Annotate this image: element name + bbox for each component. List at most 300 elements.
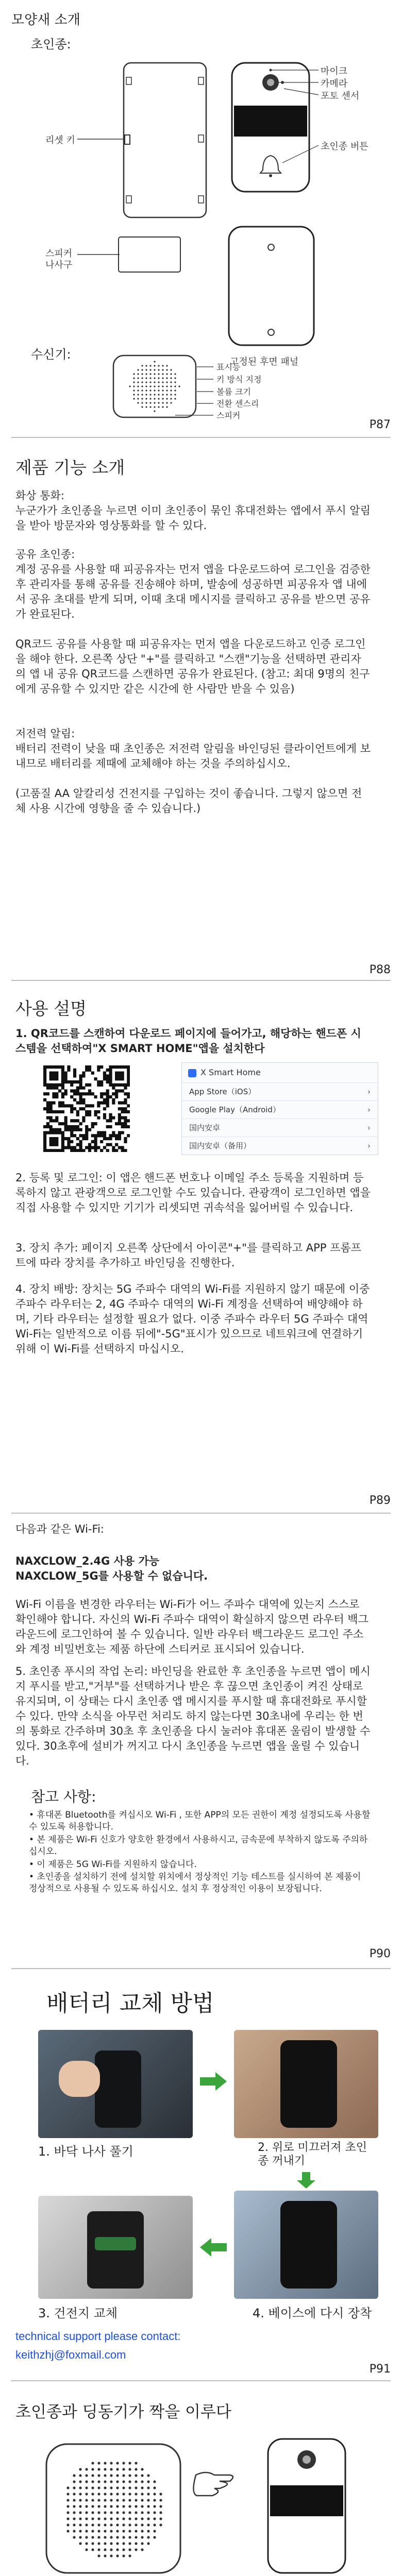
- qr-module: [79, 1098, 82, 1101]
- qr-module: [61, 1080, 64, 1083]
- speaker-dot: [135, 2517, 137, 2520]
- speaker-dot: [141, 2480, 143, 2483]
- qr-module: [79, 1122, 82, 1125]
- speaker-dot: [116, 2480, 119, 2483]
- speaker-dot: [147, 2517, 149, 2520]
- qr-module: [97, 1134, 100, 1137]
- speaker-dot: [116, 2462, 119, 2464]
- speaker-dot: [149, 377, 151, 379]
- qr-module: [100, 1092, 103, 1095]
- speaker-dot: [147, 2542, 149, 2545]
- qr-module: [115, 1074, 118, 1077]
- qr-module: [85, 1131, 88, 1134]
- speaker-dot: [104, 2548, 106, 2551]
- qr-module: [55, 1110, 58, 1113]
- qr-module: [46, 1092, 49, 1095]
- speaker-dot: [104, 2480, 106, 2483]
- speaker-dot: [141, 2474, 143, 2477]
- qr-module: [106, 1149, 109, 1152]
- speaker-dot: [154, 373, 155, 375]
- qr-module: [94, 1137, 97, 1140]
- qr-module: [64, 1122, 68, 1125]
- qr-module: [64, 1072, 68, 1075]
- qr-module: [76, 1087, 79, 1090]
- qr-module: [76, 1137, 79, 1140]
- photo-step-2: [234, 2030, 378, 2138]
- share-text-a: 계정 공유를 사용할 때 피공유자는 먼저 앱을 다운로드하여 로그인을 검증한 후 관리자를 통해 공유를 진송해야 하며, 발송에 성공하면 피공유자 앱 내에서 공유 초대를 받게 되며, 이때 초대 메시지를 클릭하고 공유를 받으면 공유가 완료된다.: [15, 563, 371, 620]
- qr-module: [73, 1107, 76, 1110]
- speaker-dot: [73, 2511, 75, 2514]
- speaker-dot: [153, 2493, 156, 2495]
- speaker-dot: [91, 2536, 94, 2538]
- speaker-dot: [66, 2523, 69, 2526]
- qr-module: [109, 1113, 112, 1116]
- page-p88: [0, 438, 402, 976]
- speaker-dot: [116, 2505, 119, 2507]
- speaker-dot: [145, 369, 147, 370]
- callout-mic: 마이크: [321, 66, 348, 77]
- qr-module: [70, 1134, 73, 1137]
- wifi-intro: 다음과 같은 Wi-Fi:: [15, 1523, 104, 1535]
- speaker-dot: [158, 385, 159, 387]
- wifi-change: Wi-Fi 이름을 변경한 라우터는 Wi-Fi가 어느 주파수 대역에 있는지 스스로 확인해야 합니다. 자신의 Wi-Fi 주파수 대역이 확실하지 않으면 라우터 백그라운드에 로그인하여 볼 수 있습니다. 일반 라우터 백그라운드 로그인 주소와 계정 비밀번호는 제품 하단에 스티커로 표시되어 있습니다.: [15, 1598, 368, 1655]
- qr-module: [124, 1137, 127, 1140]
- qr-module: [127, 1080, 130, 1083]
- qr-module: [106, 1143, 109, 1146]
- speaker-dot: [128, 2474, 131, 2477]
- speaker-dot: [79, 2480, 81, 2483]
- step-1-text: 1. QR코드를 스캔하여 다운로드 페이지에 들어가고, 해당하는 핸드폰 시스템을 선택하여: [15, 1027, 361, 1055]
- qr-module: [103, 1107, 106, 1110]
- qr-module: [58, 1131, 61, 1134]
- video-call-title: 화상 통화:: [15, 489, 64, 502]
- chevron-right-icon: ›: [367, 1105, 371, 1114]
- qr-module: [52, 1092, 55, 1095]
- qr-module: [55, 1119, 58, 1122]
- speaker-dot: [147, 2486, 149, 2489]
- speaker-dot: [166, 373, 167, 375]
- speaker-dot: [91, 2462, 94, 2464]
- qr-module: [64, 1080, 68, 1083]
- speaker-dot: [122, 2523, 125, 2526]
- qr-module: [82, 1098, 85, 1101]
- qr-module: [118, 1131, 121, 1134]
- qr-module: [52, 1110, 55, 1113]
- video-call-text: 누군가가 초인종을 누르면 이미 초인종이 묶인 휴대전화는 앱에서 푸시 알림을 받아 방문자와 영상통화를 할 수 있다.: [15, 504, 371, 532]
- speaker-dot: [141, 2536, 143, 2538]
- speaker-dot: [116, 2486, 119, 2489]
- qr-module: [43, 1077, 46, 1080]
- page-p90: [0, 1510, 402, 1963]
- qr-module: [115, 1137, 118, 1140]
- app-row-cn-backup[interactable]: 国内安卓（备用） ›: [182, 1137, 378, 1155]
- speaker-dot: [154, 361, 155, 362]
- qr-module: [103, 1074, 106, 1077]
- qr-module: [97, 1101, 100, 1105]
- qr-module: [97, 1116, 100, 1119]
- qr-module: [49, 1107, 53, 1110]
- qr-module: [79, 1134, 82, 1137]
- speaker-dot: [145, 385, 147, 387]
- page-p92: [0, 2382, 402, 2576]
- speaker-dot: [104, 2499, 106, 2501]
- qr-module: [106, 1125, 109, 1128]
- qr-module: [61, 1072, 64, 1075]
- speaker-dot: [110, 2505, 112, 2507]
- speaker-dot: [158, 389, 159, 391]
- speaker-dot: [133, 373, 135, 375]
- speaker-dot: [133, 394, 135, 395]
- speaker-dot: [141, 2493, 143, 2495]
- speaker-dot: [128, 2486, 131, 2489]
- speaker-dot: [149, 398, 151, 399]
- qr-module: [109, 1065, 112, 1069]
- qr-module: [58, 1104, 61, 1107]
- qr-module: [61, 1149, 64, 1152]
- qr-module: [49, 1065, 53, 1069]
- qr-module: [79, 1101, 82, 1105]
- qr-module: [106, 1069, 109, 1072]
- speaker-dot: [147, 2511, 149, 2514]
- qr-module: [61, 1131, 64, 1134]
- qr-module: [73, 1074, 76, 1077]
- qr-module: [109, 1074, 112, 1077]
- speaker-dot: [147, 2474, 149, 2477]
- speaker-dot: [141, 2548, 143, 2551]
- qr-module: [109, 1125, 112, 1128]
- speaker-dot: [147, 2530, 149, 2532]
- qr-module: [70, 1149, 73, 1152]
- qr-module: [121, 1146, 124, 1149]
- qr-module: [109, 1077, 112, 1080]
- qr-module: [97, 1069, 100, 1072]
- qr-module: [91, 1072, 94, 1075]
- qr-module: [127, 1065, 130, 1069]
- section-title: 초인종과 딩동기가 짝을 이루다: [15, 2403, 231, 2421]
- qr-module: [73, 1092, 76, 1095]
- page-number: P88: [369, 963, 391, 976]
- qr-module: [64, 1137, 68, 1140]
- qr-module: [49, 1083, 53, 1087]
- speaker-dot: [97, 2554, 100, 2557]
- qr-module: [55, 1087, 58, 1090]
- qr-module: [52, 1072, 55, 1075]
- speaker-dot: [128, 2530, 131, 2532]
- qr-module: [58, 1065, 61, 1069]
- qr-module: [64, 1089, 68, 1092]
- qr-module: [118, 1146, 121, 1149]
- speaker-dot: [73, 2480, 75, 2483]
- speaker-dot: [162, 381, 163, 383]
- speaker-dot: [110, 2530, 112, 2532]
- app-row-cn[interactable]: 国内安卓 ›: [182, 1118, 378, 1137]
- speaker-dot: [141, 2523, 143, 2526]
- speaker-dot: [73, 2474, 75, 2477]
- speaker-dot: [116, 2542, 119, 2545]
- qr-module: [61, 1065, 64, 1069]
- page-number: P91: [369, 2363, 391, 2376]
- qr-module: [124, 1087, 127, 1090]
- speaker-dot: [110, 2511, 112, 2514]
- speaker-dot: [79, 2517, 81, 2520]
- speaker-dot: [85, 2480, 88, 2483]
- speaker-dot: [91, 2474, 94, 2477]
- qr-module: [70, 1140, 73, 1143]
- app-download-card: [181, 1062, 378, 1155]
- speaker-dot: [91, 2468, 94, 2470]
- qr-module: [121, 1083, 124, 1087]
- qr-module: [127, 1125, 130, 1128]
- qr-module: [46, 1125, 49, 1128]
- qr-module: [100, 1101, 103, 1105]
- speaker-dot: [158, 377, 159, 379]
- speaker-dot: [141, 365, 143, 366]
- qr-module: [115, 1092, 118, 1095]
- qr-module: [121, 1110, 124, 1113]
- qr-module: [52, 1065, 55, 1069]
- speaker-dot: [135, 2530, 137, 2532]
- qr-module: [61, 1083, 64, 1087]
- qr-module: [85, 1128, 88, 1131]
- speaker-dot: [141, 377, 143, 379]
- qr-module: [94, 1113, 97, 1116]
- qr-module: [103, 1072, 106, 1075]
- qr-module: [100, 1080, 103, 1083]
- speaker-dot: [137, 373, 139, 375]
- qr-module: [100, 1149, 103, 1152]
- speaker-dot: [122, 2542, 125, 2545]
- qr-module: [49, 1074, 53, 1077]
- speaker-dot: [73, 2530, 75, 2532]
- speaker-dot: [153, 2517, 156, 2520]
- speaker-dot: [162, 389, 163, 391]
- qr-module: [61, 1092, 64, 1095]
- qr-module: [82, 1116, 85, 1119]
- qr-module: [55, 1140, 58, 1143]
- qr-module: [106, 1077, 109, 1080]
- app-logo-icon: [188, 1069, 196, 1077]
- note-3: • 초인종을 설치하기 전에 설치할 위치에서 정상적인 기능 테스트를 실시하여 본 제품이 정상적으로 사용될 수 있도록 하십시오. 설치 후 정상적인 이용이 보장됩니다.: [29, 1872, 361, 1894]
- step-caption-1: 1. 바닥 나사 풀기: [38, 2144, 133, 2159]
- speaker-dot: [141, 373, 143, 375]
- qr-module: [82, 1074, 85, 1077]
- speaker-dot: [104, 2493, 106, 2495]
- qr-module: [43, 1137, 46, 1140]
- speaker-dot: [79, 2523, 81, 2526]
- receiver-callout-1: 키 방식 지정: [216, 375, 262, 384]
- qr-module: [52, 1087, 55, 1090]
- qr-module: [82, 1101, 85, 1105]
- speaker-dot: [149, 402, 151, 403]
- qr-module: [58, 1149, 61, 1152]
- qr-module: [73, 1080, 76, 1083]
- qr-module: [103, 1092, 106, 1095]
- support-email-link[interactable]: keithzhj@foxmail.com: [15, 2348, 126, 2361]
- qr-module: [70, 1107, 73, 1110]
- receiver-callout-4: 스피커: [216, 411, 241, 420]
- qr-module: [70, 1080, 73, 1083]
- speaker-dot: [141, 2542, 143, 2545]
- speaker-dot: [149, 381, 151, 383]
- speaker-dot: [158, 381, 159, 383]
- chevron-right-icon: ›: [367, 1123, 371, 1132]
- speaker-dot: [135, 2511, 137, 2514]
- qr-module: [70, 1110, 73, 1113]
- qr-module: [52, 1137, 55, 1140]
- qr-module: [121, 1131, 124, 1134]
- qr-module: [103, 1116, 106, 1119]
- qr-module: [112, 1131, 115, 1134]
- speaker-dot: [170, 389, 172, 391]
- pairing-diagram: [0, 2434, 402, 2576]
- qr-module: [124, 1092, 127, 1095]
- speaker-dot: [73, 2505, 75, 2507]
- qr-module: [94, 1110, 97, 1113]
- section-title: 배터리 교체 방법: [46, 1990, 214, 2016]
- qr-module: [85, 1092, 88, 1095]
- qr-module: [118, 1119, 121, 1122]
- qr-module: [106, 1095, 109, 1098]
- speaker-dot: [97, 2523, 100, 2526]
- speaker-dot: [110, 2468, 112, 2470]
- qr-module: [103, 1131, 106, 1134]
- qr-module: [109, 1072, 112, 1075]
- speaker-dot: [135, 2548, 137, 2551]
- qr-module: [103, 1101, 106, 1105]
- speaker-dot: [116, 2474, 119, 2477]
- speaker-dot: [154, 406, 155, 408]
- qr-module: [121, 1077, 124, 1080]
- qr-module: [61, 1146, 64, 1149]
- speaker-dot: [170, 373, 172, 375]
- speaker-dot: [129, 385, 130, 387]
- speaker-dot: [159, 2505, 162, 2507]
- speaker-dot: [97, 2468, 100, 2470]
- speaker-dot: [128, 2480, 131, 2483]
- note-2: • 이 제품은 5G Wi-Fi를 지원하지 않습니다.: [29, 1859, 197, 1870]
- qr-module: [88, 1069, 91, 1072]
- qr-module: [67, 1069, 70, 1072]
- speaker-dot: [79, 2499, 81, 2501]
- qr-module: [112, 1149, 115, 1152]
- qr-module: [127, 1074, 130, 1077]
- qr-module: [55, 1083, 58, 1087]
- qr-module: [49, 1140, 53, 1143]
- qr-module: [115, 1095, 118, 1098]
- qr-module: [52, 1131, 55, 1134]
- note-1: • 본 제품은 Wi-Fi 신호가 양호한 환경에서 사용하시고, 금속문에 부착하지 않도록 주의하십시오.: [29, 1835, 368, 1857]
- speaker-dot: [162, 369, 163, 370]
- page-title: 모양새 소개: [11, 12, 80, 28]
- speaker-dot: [97, 2505, 100, 2507]
- qr-module: [91, 1092, 94, 1095]
- speaker-dot: [141, 406, 143, 408]
- doorbell-front-plate: [124, 63, 206, 217]
- speaker-dot: [110, 2554, 112, 2557]
- qr-module: [82, 1134, 85, 1137]
- qr-module: [70, 1104, 73, 1107]
- qr-module: [106, 1098, 109, 1101]
- speaker-dot: [174, 398, 176, 399]
- speaker-dot: [137, 402, 139, 403]
- qr-module: [100, 1095, 103, 1098]
- qr-module: [46, 1149, 49, 1152]
- speaker-dot: [154, 410, 155, 412]
- speaker-dot: [128, 2505, 131, 2507]
- qr-module: [61, 1104, 64, 1107]
- app-row-ios[interactable]: App Store（iOS） ›: [182, 1082, 378, 1100]
- qr-module: [127, 1104, 130, 1107]
- qr-module: [76, 1125, 79, 1128]
- qr-module: [46, 1083, 49, 1087]
- qr-module: [88, 1143, 91, 1146]
- speaker-dot: [122, 2536, 125, 2538]
- speaker-dot: [104, 2468, 106, 2470]
- speaker-dot: [110, 2542, 112, 2545]
- speaker-dot: [128, 2462, 131, 2464]
- page-p87: [0, 0, 402, 431]
- qr-module: [118, 1107, 121, 1110]
- speaker-dot: [166, 369, 167, 370]
- page-p91: [0, 1969, 402, 2428]
- qr-module: [55, 1077, 58, 1080]
- qr-module: [52, 1101, 55, 1105]
- qr-module: [76, 1101, 79, 1105]
- qr-module: [94, 1146, 97, 1149]
- qr-module: [55, 1131, 58, 1134]
- app-row-google[interactable]: Google Play（Android） ›: [182, 1100, 378, 1118]
- qr-module: [82, 1087, 85, 1090]
- speaker-dot: [110, 2499, 112, 2501]
- qr-module: [43, 1143, 46, 1146]
- speaker-dot: [159, 2499, 162, 2501]
- qr-module: [127, 1092, 130, 1095]
- bracket-screw-top: [268, 244, 274, 250]
- speaker-dot: [122, 2554, 125, 2557]
- page-number: P87: [369, 418, 391, 431]
- qr-module: [49, 1137, 53, 1140]
- qr-module: [85, 1104, 88, 1107]
- speaker-dot: [145, 394, 147, 395]
- speaker-dot: [147, 2536, 149, 2538]
- speaker-dot: [166, 402, 167, 403]
- mic-hole: [270, 69, 272, 72]
- qr-module: [118, 1083, 121, 1087]
- speaker-dot: [128, 2517, 131, 2520]
- qr-module: [79, 1087, 82, 1090]
- qr-module: [73, 1119, 76, 1122]
- qr-module: [124, 1122, 127, 1125]
- arrow-right-icon: [198, 2071, 229, 2092]
- qr-module: [58, 1083, 61, 1087]
- qr-module: [118, 1101, 121, 1105]
- qr-module: [88, 1149, 91, 1152]
- section-title: 사용 설명: [15, 998, 87, 1019]
- speaker-dot: [147, 2505, 149, 2507]
- qr-module: [91, 1146, 94, 1149]
- speaker-dot: [166, 381, 167, 383]
- page-divider: [11, 2380, 391, 2381]
- step-5: 5. 초인종 푸시의 작업 논리: 바인딩을 완료한 후 초인종을 누르면 앱이 메시지 푸시를 받고,"거부"를 선택하거나 받은 후 끊으면 초인종이 켜진 상태로 유지되며, 이 상태는 다시 초인종 앱 메시지를 푸시할 때 휴대전화로 푸시할 수 있다. 만약 소식을 아무런 처리도 하지 않는다면 30초내에 우리는 한 번의 통화로 간주하며 30초 후 초인종을 다시 눌러야 휴대폰 울림이 발생할 수 있다. 30초후에 설비가 꺼지고 다시 초인종을 누르면 앱을 울릴 수 있습니다.: [15, 1665, 371, 1767]
- speaker-dot: [79, 2468, 81, 2470]
- speaker-dot: [91, 2548, 94, 2551]
- mount-clip-right: [198, 77, 204, 84]
- qr-module: [88, 1083, 91, 1087]
- speaker-dot: [135, 2505, 137, 2507]
- speaker-dot: [154, 381, 155, 383]
- qr-module: [49, 1101, 53, 1105]
- qr-module: [112, 1065, 115, 1069]
